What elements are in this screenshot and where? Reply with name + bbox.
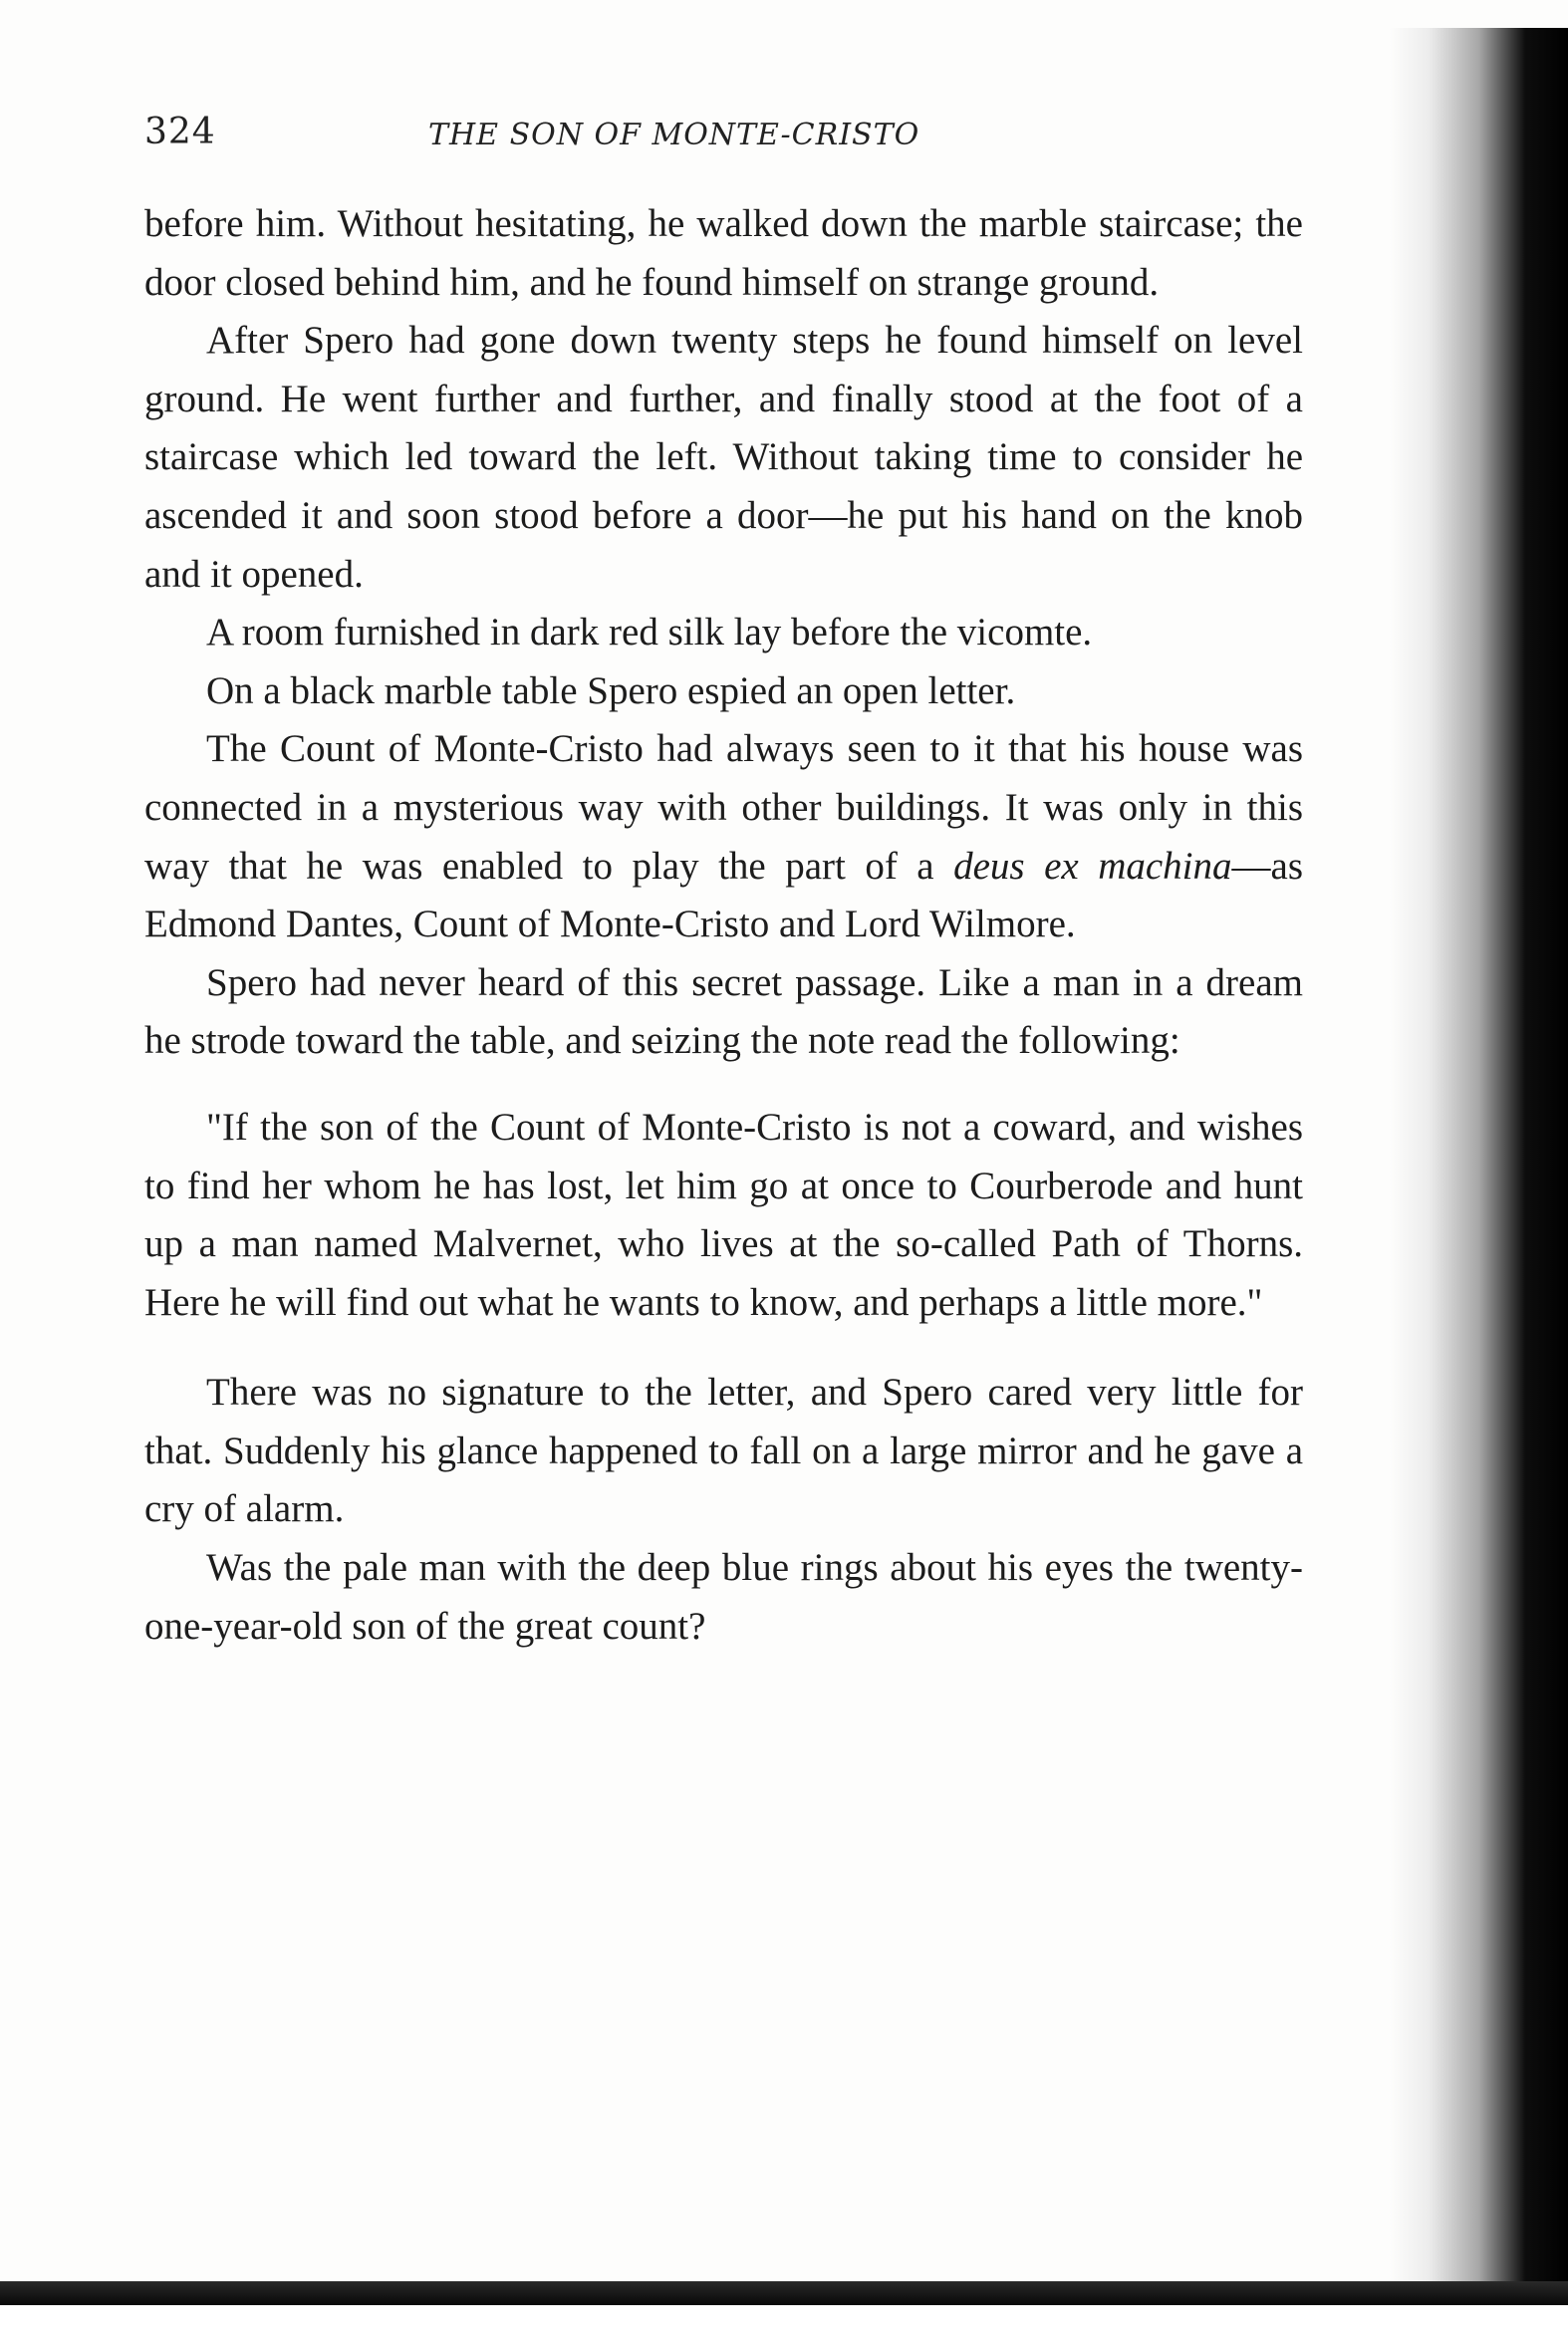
paragraph-3: A room furnished in dark red silk lay before the vicomte.: [206, 611, 1093, 654]
body-text: [144, 195, 1303, 1656]
page-bottom-margin: [0, 2305, 1568, 2347]
paragraph-5: [144, 720, 1303, 953]
paragraph-9: Was the pale man with the deep blue rings about his eyes the twenty-one-year-old son of the great count?: [144, 1546, 1303, 1648]
paragraph-6: Spero had never heard of this secret passage. Like a man in a dream he strode toward the table, and seizing the note read the following:: [144, 960, 1303, 1063]
paragraph-4: On a black marble table Spero espied an open letter.: [206, 668, 1016, 712]
paragraph-8: There was no signature to the letter, and Spero cared very little for that. Suddenly his glance happened to fall on a large mirror and he gave a cry of alarm.: [144, 1371, 1303, 1531]
page-bottom-edge: [0, 2281, 1568, 2305]
quoted-letter: "If the son of the Count of Monte-Cristo is not a coward, and wishes to find her whom he has lost, let him go at once to Courberode and hunt up a man named Malvernet, who lives at the so-called Path of Thorns. Here he will find out what he wants to know, and perhaps a little more.": [144, 1105, 1303, 1324]
page-header: [144, 112, 1320, 171]
paragraph-5-after: —as Edmond Dantes, Count of Monte-Cristo and Lord Wilmore.: [144, 844, 1304, 946]
page-gutter-shadow: [1390, 28, 1568, 2304]
running-head: THE SON OF MONTE-CRISTO: [428, 118, 920, 152]
paragraph-5-italic: deus ex machina: [953, 844, 1232, 888]
paragraph-2: After Spero had gone down twenty steps he found himself on level ground. He went further and further, and finally stood at the foot of a staircase which led toward the left. Without taking time to consider he ascended it and soon stood before a door—he put his hand on the knob and it opened.: [144, 319, 1303, 596]
page-number: 324: [144, 112, 216, 152]
paragraph-1: before him. Without hesitating, he walked down the marble staircase; the door closed behind him, and he found himself on strange ground.: [144, 202, 1303, 304]
paragraph-5-before: The Count of Monte-Cristo had always seen to it that his house was connected in a mysterious way with other buildings. It was only in this way that he was enabled to play the part of a: [144, 727, 1303, 888]
